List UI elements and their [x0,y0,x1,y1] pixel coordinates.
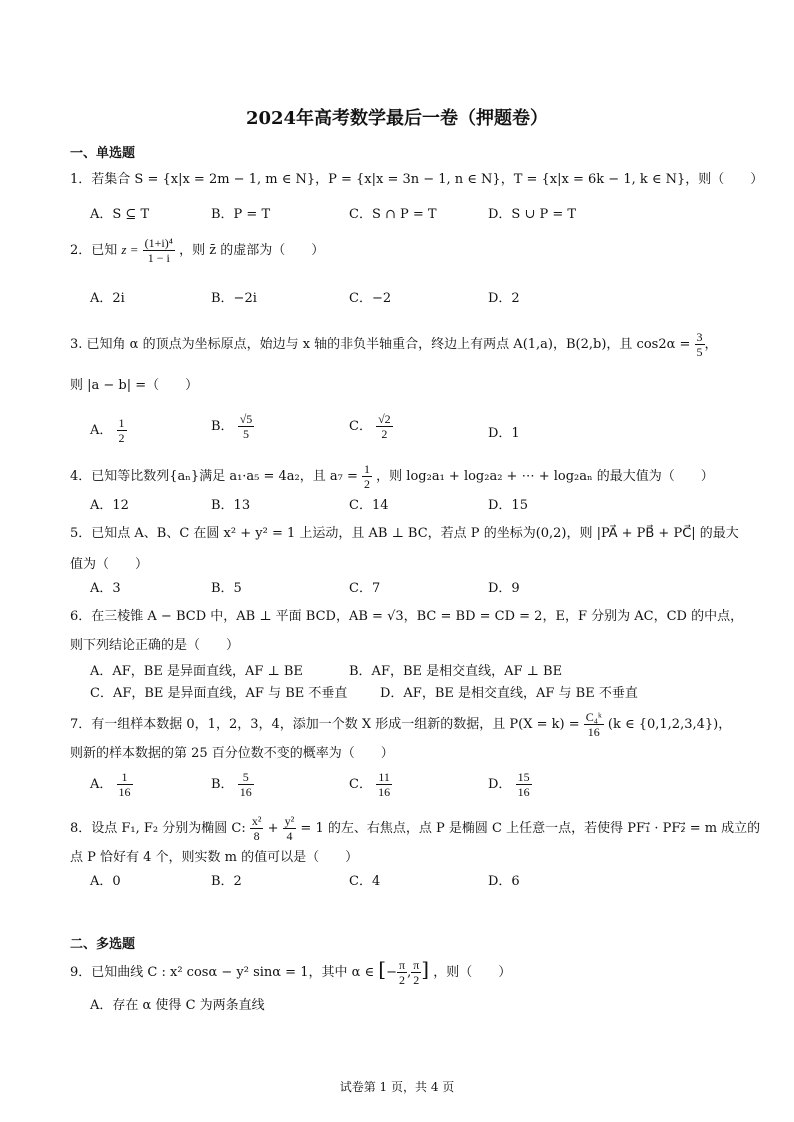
question-5-option-a: A．3 [90,581,121,596]
question-2-option-a: A．2i [90,291,125,306]
option-label: C． [349,419,372,434]
question-3-option-c [349,412,393,441]
question-4-option-a: A．12 [90,498,129,513]
question-8-fraction-y [283,814,297,843]
option-denominator: 2 [118,431,125,445]
question-2-numerator: (1+i)⁴ [144,236,173,250]
question-7-option-b [211,770,254,799]
question-4-option-d: D．15 [488,498,528,513]
question-8-option-b: B．2 [211,874,242,889]
question-7-stem-line2: 则新的样本数据的第 25 百分位数不变的概率为（ ） [70,746,394,761]
question-8-option-a: A．0 [90,874,121,889]
fraction-denominator: 8 [253,829,260,843]
fraction-numerator: y² [284,814,295,828]
question-3-option-b [211,412,254,441]
question-4-stem [70,462,714,491]
question-7-stem-prefix: 7．有一组样本数据 0，1，2，3，4，添加一个数 X 形成一组新的数据，且 P(X = k) = [70,717,580,732]
question-8-option-d: D．6 [488,874,520,889]
question-8-stem-prefix: 8．设点 F₁, F₂ 分别为椭圆 C: [70,821,246,836]
question-3-numerator: 3 [696,330,703,344]
question-2-stem-suffix: ，则 z̄ 的虚部为（ ） [179,243,325,258]
question-6-stem-line1: 6．在三棱锥 A − BCD 中，AB ⊥ 平面 BCD，AB = √3，BC = BD = CD = 2，E，F 分别为 AC，CD 的中点， [70,609,744,624]
option-fraction [238,412,255,441]
question-8-option-c: C．4 [349,874,381,889]
question-2-stem [70,236,324,265]
page-footer: 试卷第 1 页，共 4 页 [339,1080,455,1094]
question-8-plus: + [267,821,279,836]
option-numerator: √5 [239,412,253,426]
question-3-denominator: 5 [696,345,703,359]
question-7-fraction [584,710,604,739]
question-9-option-a: A．存在 α 使得 C 为两条直线 [90,998,265,1013]
option-denominator: 5 [243,427,249,441]
option-denominator: 16 [517,785,530,799]
question-1-option-c: C．S ∩ P = T [349,207,437,222]
option-numerator: 1 [117,770,133,785]
option-denominator: 2 [381,427,388,441]
fraction-numerator: π [399,958,406,972]
option-numerator: 1 [118,416,125,430]
question-9-bracket-right: ] [421,957,430,981]
question-9-stem-prefix: 9．已知曲线 C : x² cosα − y² sinα = 1，其中 α ∈ [70,965,375,980]
question-5-option-b: B．5 [211,581,242,596]
question-5-option-d: D．9 [488,581,520,596]
question-1-option-d: D．S ∪ P = T [488,207,577,222]
question-9-stem [70,958,511,987]
option-fraction [238,770,254,799]
question-6-option-b: B．AF，BE 是相交直线，AF ⊥ BE [349,664,563,679]
question-4-stem-prefix: 4．已知等比数列{aₙ}满足 a₁·a₅ = 4a₂，且 a₇ = [70,469,358,484]
question-4-denominator: 2 [364,477,371,491]
option-label: A． [90,423,113,438]
fraction-denominator: 2 [413,973,420,987]
option-numerator: √2 [378,412,391,426]
question-1-option-a: A．S ⊆ T [90,207,150,222]
question-8-stem-suffix: = 1 的左、右焦点，点 P 是椭圆 C 上任意一点，若使得 PF₁⃗ · PF₂⃗ = m 成立的 [300,821,761,836]
option-label: D． [488,777,512,792]
question-6-option-a: A．AF，BE 是异面直线，AF ⊥ BE [90,664,303,679]
question-9-bracket-left: [ [378,957,387,981]
question-3-stem-line2: 则 |a − b| =（ ） [70,378,199,393]
question-9-fraction-lower [397,958,407,987]
question-7-option-c [349,770,392,799]
option-denominator: 16 [239,785,252,799]
option-denominator: 16 [118,785,131,799]
option-numerator: 15 [517,770,530,784]
question-2-denominator: 1 − i [147,251,170,265]
question-2-z-lhs: z = [121,242,139,257]
question-9-stem-suffix: ，则（ ） [433,965,512,980]
question-2-option-c: C．−2 [349,291,392,306]
question-3-stem-line1 [70,330,718,359]
option-fraction [376,412,393,441]
question-1-option-b: B．P = T [211,207,271,222]
question-7-stem-suffix: (k ∈ {0,1,2,3,4})， [607,717,732,732]
question-2-fraction [143,236,175,265]
option-fraction [117,416,127,445]
fraction-numerator: π [413,958,420,972]
question-9-fraction-upper [411,958,421,987]
question-8-stem-line1 [70,814,760,843]
question-4-stem-suffix: ，则 log₂a₁ + log₂a₂ + ⋯ + log₂aₙ 的最大值为（ ） [376,469,714,484]
fraction-denominator: 2 [399,973,406,987]
option-fraction [117,770,133,799]
question-3-fraction [695,330,705,359]
question-8-stem-line2: 点 P 恰好有 4 个，则实数 m 的值可以是（ ） [70,850,359,865]
question-6-option-c: C．AF，BE 是异面直线，AF 与 BE 不垂直 [90,686,348,701]
question-4-option-b: B．13 [211,498,251,513]
option-numerator: 5 [238,770,254,785]
option-denominator: 16 [378,785,391,799]
section-heading-single-choice: 一、单选题 [70,146,136,161]
option-label: B． [211,419,234,434]
question-7-option-a [90,770,133,799]
option-label: C． [349,777,372,792]
question-3-option-d: D．1 [488,426,520,441]
question-7-stem-line1 [70,710,731,739]
question-5-stem-line2: 值为（ ） [70,557,149,572]
page-title: 2024年高考数学最后一卷（押题卷） [245,108,549,129]
question-9-minus: − [386,965,398,980]
option-label: B． [211,777,234,792]
question-2-option-d: D．2 [488,291,520,306]
option-label: A． [90,777,113,792]
question-4-option-c: C．14 [349,498,389,513]
option-numerator: 11 [376,770,392,785]
question-4-numerator: 1 [364,462,371,476]
fraction-numerator: x² [251,814,262,828]
question-5-option-c: C．7 [349,581,381,596]
fraction-denominator: 4 [286,829,293,843]
option-fraction [376,770,392,799]
question-7-denominator: 16 [587,725,600,739]
question-8-fraction-x [250,814,264,843]
question-3-comma: ， [704,337,718,352]
question-2-option-b: B．−2i [211,291,257,306]
question-7-numerator: C₄ᵏ [585,710,602,724]
question-7-option-d [488,770,532,799]
question-2-stem-prefix: 2．已知 [70,243,118,258]
question-9-separator: , [407,965,412,980]
question-6-option-d: D．AF，BE 是相交直线，AF 与 BE 不垂直 [380,686,638,701]
question-3-option-a [90,416,127,445]
question-6-stem-line2: 则下列结论正确的是（ ） [70,638,240,653]
question-5-stem-line1: 5．已知点 A、B、C 在圆 x² + y² = 1 上运动，且 AB ⊥ BC，若点 P 的坐标为(0,2)，则 |PA⃗ + PB⃗ + PC⃗| 的最大 [70,526,739,541]
option-fraction [516,770,532,799]
section-heading-multi-choice: 二、多选题 [70,937,136,952]
question-1-stem: 1．若集合 S = {x|x = 2m − 1, m ∈ N}，P = {x|x = 3n − 1, n ∈ N}，T = {x|x = 6k − 1, k ∈ N}，则（ ） [70,172,764,187]
question-4-fraction [362,462,372,491]
question-3-stem-text: 3. 已知角 α 的顶点为坐标原点，始边与 x 轴的非负半轴重合，终边上有两点 A(1,a)，B(2,b)，且 cos2α = [70,337,691,352]
